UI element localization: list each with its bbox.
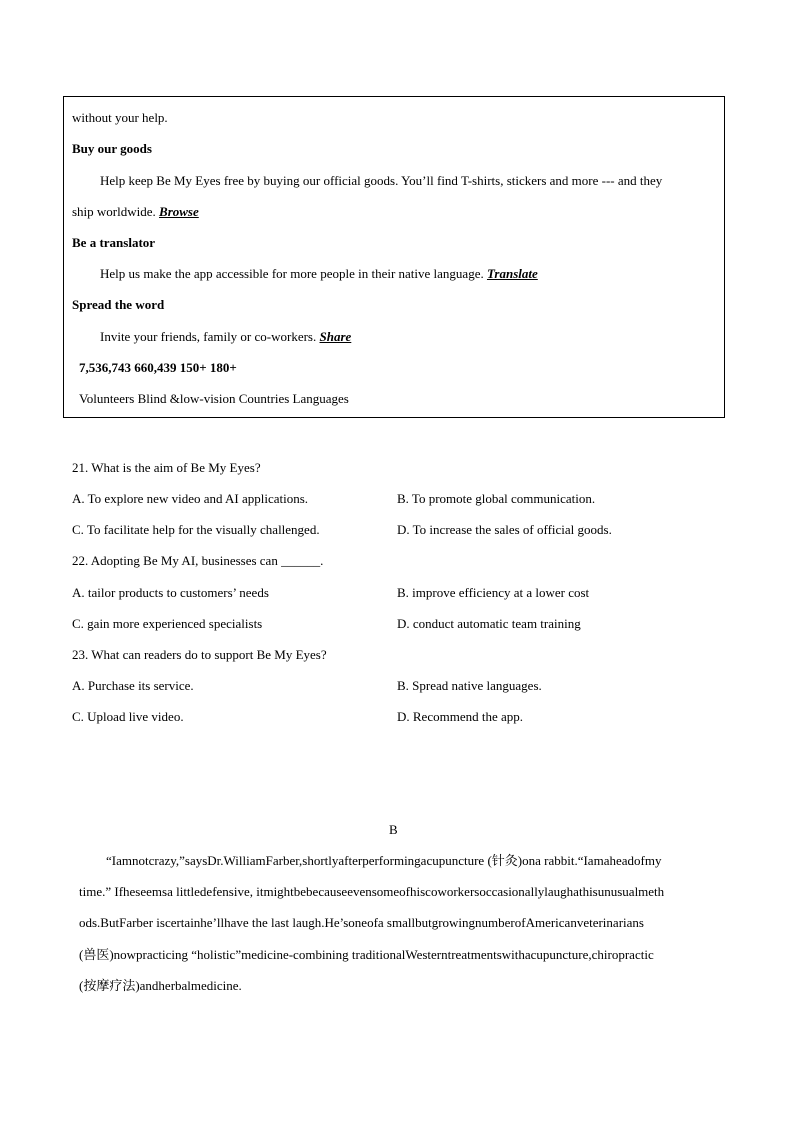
q22-option-c: C. gain more experienced specialists <box>72 616 263 631</box>
buy-goods-text-b: ship worldwide. <box>72 204 156 219</box>
stats-numbers: 7,536,743 660,439 150+ 180+ <box>79 360 237 375</box>
passage-line-4: (兽医)nowpracticing “holistic”medicine-combining traditionalWesterntreatmentswithacupuncture,chiropractic <box>79 947 654 962</box>
buy-goods-text-cont <box>72 204 199 220</box>
share-link[interactable]: Share <box>319 329 352 344</box>
q22-option-d: D. conduct automatic team training <box>397 616 581 631</box>
buy-goods-text: Help keep Be My Eyes free by buying our official goods. You’ll find T-shirts, stickers and more --- and they <box>100 173 663 188</box>
spread-text-a: Invite your friends, family or co-workers. <box>100 329 317 344</box>
heading-be-a-translator: Be a translator <box>72 235 156 250</box>
q22-option-a: A. tailor products to customers’ needs <box>72 585 269 600</box>
q21-option-a: A. To explore new video and AI applications. <box>72 491 309 506</box>
q23-option-c: C. Upload live video. <box>72 709 184 724</box>
stats-labels: Volunteers Blind &low-vision Countries Languages <box>79 391 349 406</box>
section-b-label: B <box>389 822 398 837</box>
question-23: 23. What can readers do to support Be My Eyes? <box>72 647 327 662</box>
question-22: 22. Adopting Be My AI, businesses can ______. <box>72 553 324 568</box>
question-21: 21. What is the aim of Be My Eyes? <box>72 460 261 475</box>
passage-line-5: (按摩疗法)andherbalmedicine. <box>79 978 242 993</box>
q22-option-b: B. improve efficiency at a lower cost <box>397 585 590 600</box>
spread-text <box>100 329 351 345</box>
heading-buy-our-goods: Buy our goods <box>72 141 152 156</box>
browse-link[interactable]: Browse <box>159 204 199 219</box>
passage-line-1: “Iamnotcrazy,”saysDr.WilliamFarber,shortlyafterperformingacupuncture (针灸)ona rabbit.“Iamaheadofmy <box>106 853 662 868</box>
q21-option-b: B. To promote global communication. <box>397 491 596 506</box>
passage-line-2: time.” Ifheseemsa littledefensive, itmightbebecauseevensomeofhiscoworkersoccasionallylaughathisunusualmeth <box>79 884 665 899</box>
translate-link[interactable]: Translate <box>486 266 538 281</box>
q23-option-a: A. Purchase its service. <box>72 678 194 693</box>
q21-option-c: C. To facilitate help for the visually challenged. <box>72 522 320 537</box>
passage-line-3: ods.ButFarber iscertainhe’llhave the last laugh.He’soneofa smallbutgrowingnumberofAmericanveterinarians <box>79 915 644 930</box>
heading-spread-the-word: Spread the word <box>72 297 165 312</box>
translator-text-a: Help us make the app accessible for more people in their native language. <box>100 266 484 281</box>
box-line-without-help: without your help. <box>72 110 168 125</box>
q21-option-d: D. To increase the sales of official goods. <box>397 522 612 537</box>
q23-option-b: B. Spread native languages. <box>397 678 542 693</box>
q23-option-d: D. Recommend the app. <box>397 709 523 724</box>
translator-text <box>100 266 538 282</box>
